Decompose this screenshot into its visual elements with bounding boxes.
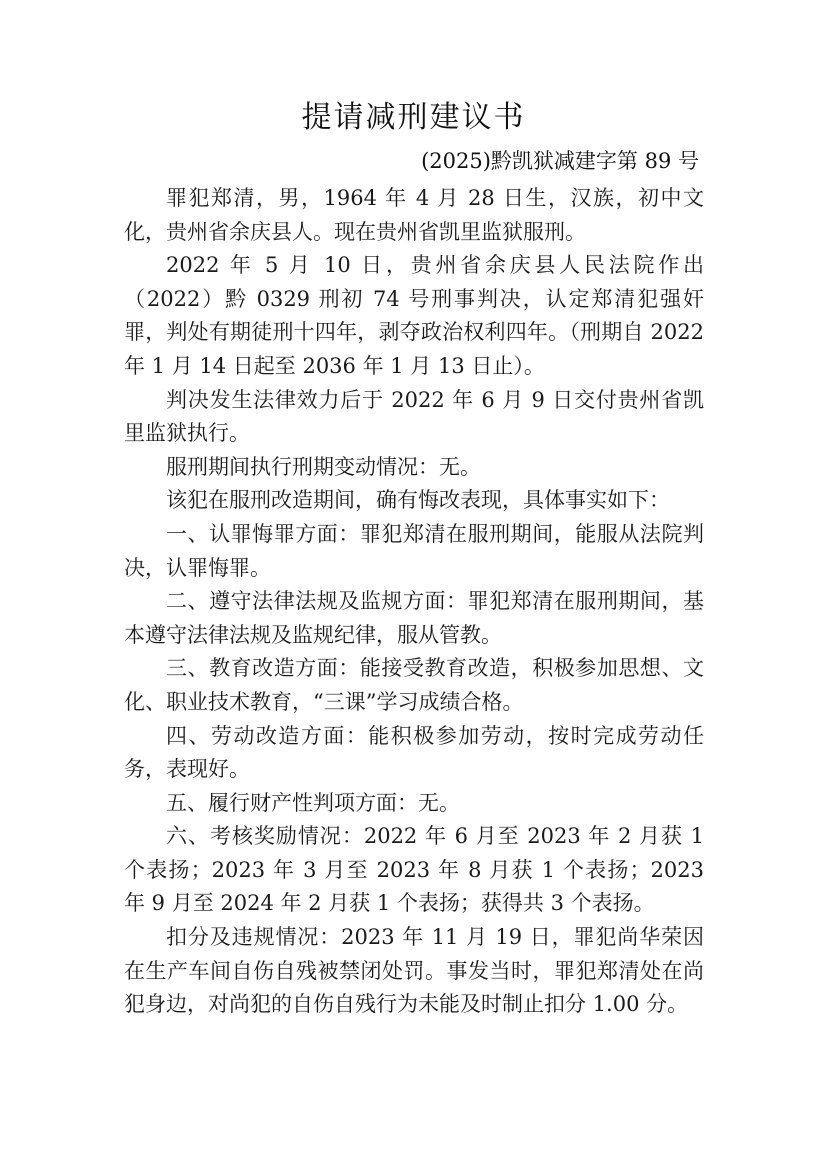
document-title: 提请减刑建议书	[301, 100, 526, 135]
document-number: (2025)黔凯狱减建字第 89 号	[421, 149, 699, 173]
paragraph-repentance-intro: 该犯在服刑改造期间，确有悔改表现，具体事实如下：	[166, 488, 670, 513]
paragraph-property: 五、履行财产性判项方面：无。	[166, 790, 460, 815]
paragraph-deductions: 扣分及违规情况：2023 年 11 月 19 日，罪犯尚华荣因在生产车间自伤自残被禁闭处罚。事发当时，罪犯郑清处在尚犯身边，对尚犯的自伤自残行为未能及时制止扣分 1.00 分。	[124, 925, 704, 1017]
paragraph-compliance: 二、遵守法律法规及监规方面：罪犯郑清在服刑期间，基本遵守法律法规及监规纪律，服从管教。	[124, 589, 704, 647]
paragraph-education: 三、教育改造方面：能接受教育改造，积极参加思想、文化、职业技术教育，“三课”学习成绩合格。	[124, 656, 704, 714]
paragraph-judgment: 2022 年 5 月 10 日，贵州省余庆县人民法院作出（2022）黔 0329 刑初 74 号刑事判决，认定郑清犯强奸罪，判处有期徒刑十四年，剥夺政治权利四年。（刑期自 2022 年 1 月 14 日起至 2036 年 1 月 13 日止）。	[124, 253, 704, 378]
paragraph-sentence-changes: 服刑期间执行刑期变动情况：无。	[166, 454, 481, 479]
paragraph-labor: 四、劳动改造方面：能积极参加劳动，按时完成劳动任务，表现好。	[124, 723, 704, 782]
paragraph-execution: 判决发生法律效力后于 2022 年 6 月 9 日交付贵州省凯里监狱执行。	[124, 387, 704, 446]
paragraph-offender-info: 罪犯郑清，男，1964 年 4 月 28 日生，汉族，初中文化，贵州省余庆县人。现在贵州省凯里监狱服刑。	[124, 186, 704, 244]
document-body	[124, 182, 704, 1022]
paragraph-confession: 一、认罪悔罪方面：罪犯郑清在服刑期间，能服从法院判决，认罪悔罪。	[124, 521, 704, 580]
paragraph-rewards: 六、考核奖励情况：2022 年 6 月至 2023 年 2 月获 1 个表扬；2023 年 3 月至 2023 年 8 月获 1 个表扬；2023 年 9 月至 2024 年 2 月获 1 个表扬；获得共 3 个表扬。	[124, 824, 704, 916]
